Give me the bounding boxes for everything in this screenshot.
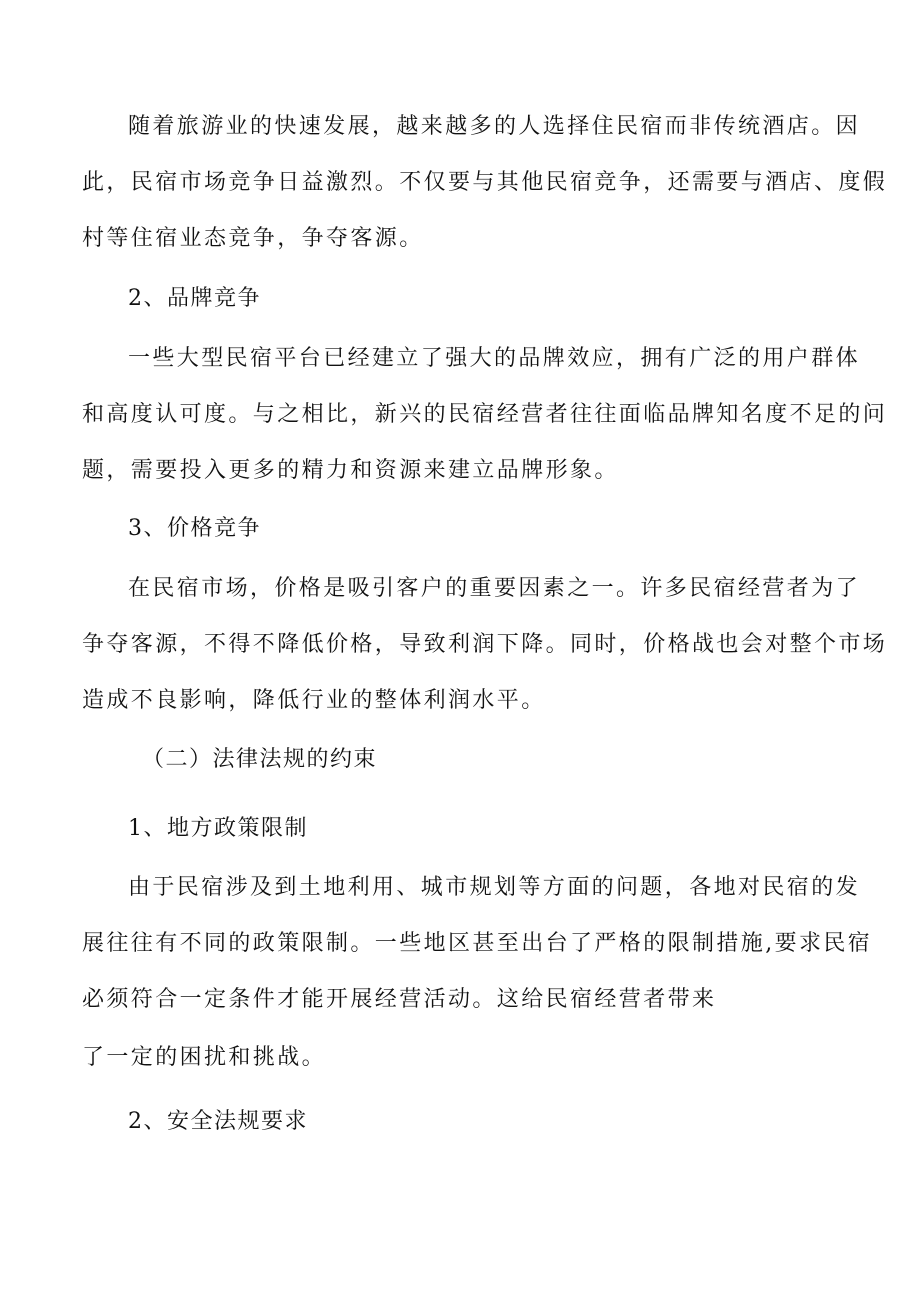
heading-safety-regulations: 2、安全法规要求 [128, 1109, 308, 1134]
paragraph-brand-line-2: 和高度认可度。与之相比，新兴的民宿经营者往往面临品牌知名度不足的问 [82, 402, 888, 427]
paragraph-price-line-1: 在民宿市场，价格是吸引客户的重要因素之一。许多民宿经营者为了 [128, 576, 861, 601]
paragraph-policy-continuation: 了一定的困扰和挑战。 [82, 1045, 327, 1070]
section-heading-law: （二）法律法规的约束 [142, 747, 378, 772]
paragraph-policy-line-1: 由于民宿涉及到土地利用、城市规划等方面的问题，各地对民宿的发 [128, 875, 861, 900]
paragraph-policy-line-3: 必须符合一定条件才能开展经营活动。这给民宿经营者带来 [82, 987, 717, 1012]
paragraph-market-line-3: 村等住宿业态竞争，争夺客源。 [82, 226, 424, 251]
paragraph-market-line-2: 此，民宿市场竞争日益激烈。不仅要与其他民宿竞争，还需要与酒店、度假 [82, 170, 888, 195]
paragraph-market-line-1: 随着旅游业的快速发展，越来越多的人选择住民宿而非传统酒店。因 [128, 114, 861, 139]
paragraph-brand-line-1: 一些大型民宿平台已经建立了强大的品牌效应，拥有广泛的用户群体 [128, 346, 861, 371]
paragraph-price-line-3: 造成不良影响，降低行业的整体利润水平。 [82, 688, 546, 713]
paragraph-policy-line-2: 展往往有不同的政策限制。一些地区甚至出台了严格的限制措施,要求民宿 [82, 931, 873, 956]
heading-brand-competition: 2、品牌竞争 [128, 286, 261, 311]
heading-local-policy: 1、地方政策限制 [128, 816, 308, 841]
paragraph-brand-line-3: 题，需要投入更多的精力和资源来建立品牌形象。 [82, 458, 619, 483]
paragraph-price-line-2: 争夺客源，不得不降低价格，导致利润下降。同时，价格战也会对整个市场 [82, 632, 888, 657]
heading-price-competition: 3、价格竞争 [128, 516, 261, 541]
